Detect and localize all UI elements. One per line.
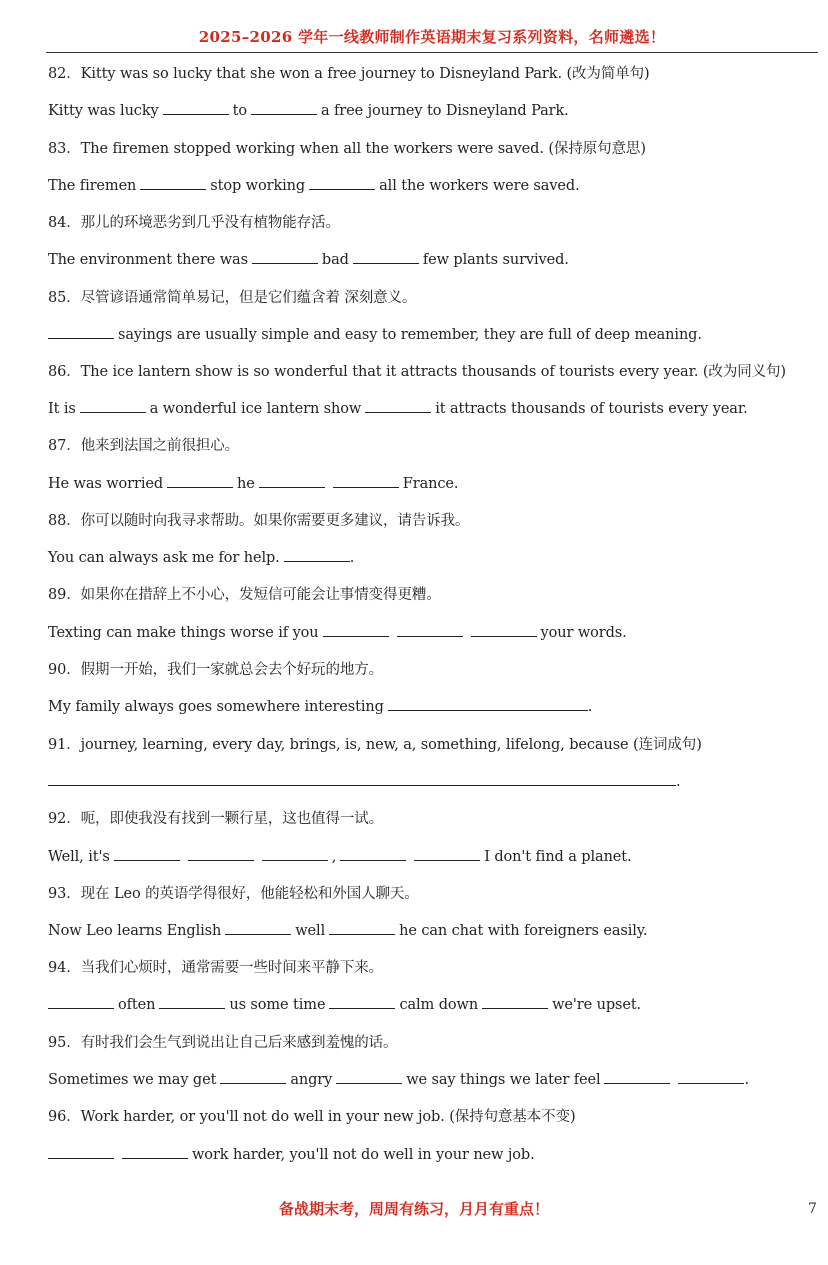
answer-blank[interactable]	[163, 100, 229, 115]
question-89-prompt: 89．如果你在措辞上不小心，发短信可能会让事情变得更糟。	[48, 587, 441, 603]
question-91-prompt: 91．journey, learning, every day, brings, is, new, a, something, lifelong, because (连词成句)	[48, 737, 702, 753]
answer-blank[interactable]	[225, 920, 291, 935]
question-84-prompt: 84．那儿的环境恶劣到几乎没有植物能存活。	[48, 215, 340, 231]
question-90-prompt: 90．假期一开始，我们一家就总会去个好玩的地方。	[48, 662, 384, 678]
answer-blank[interactable]	[159, 994, 225, 1009]
question-89-answer: Texting can make things worse if you your words.	[48, 622, 627, 644]
answer-blank[interactable]	[604, 1069, 670, 1084]
answer-blank[interactable]	[48, 324, 114, 339]
page-footer: 备战期末考，周周有练习，月月有重点！	[278, 1200, 549, 1218]
answer-blank[interactable]	[48, 1144, 114, 1159]
question-86-answer: It is a wonderful ice lantern show it attracts thousands of tourists every year.	[48, 398, 748, 420]
answer-blank[interactable]	[140, 175, 206, 190]
question-88-prompt: 88．你可以随时向我寻求帮助。如果你需要更多建议，请告诉我。	[48, 513, 470, 529]
answer-blank[interactable]	[262, 846, 328, 861]
answer-blank[interactable]	[167, 473, 233, 488]
answer-blank[interactable]	[252, 249, 318, 264]
question-87-prompt: 87．他来到法国之前很担心。	[48, 438, 240, 454]
answer-blank[interactable]	[340, 846, 406, 861]
question-95-answer: Sometimes we may get angry we say things we later feel .	[48, 1069, 749, 1091]
question-84-answer: The environment there was bad few plants survived.	[48, 249, 569, 271]
answer-blank[interactable]	[188, 846, 254, 861]
answer-blank[interactable]	[48, 994, 114, 1009]
question-92-answer: Well, it's , I don't find a planet.	[48, 846, 632, 868]
answer-blank[interactable]	[482, 994, 548, 1009]
answer-blank[interactable]	[114, 846, 180, 861]
answer-line[interactable]	[48, 771, 676, 786]
answer-blank[interactable]	[678, 1069, 744, 1084]
answer-blank[interactable]	[259, 473, 325, 488]
answer-blank[interactable]	[414, 846, 480, 861]
question-82-answer: Kitty was lucky to a free journey to Disneyland Park.	[48, 100, 569, 122]
question-94-answer: often us some time calm down we're upset.	[48, 994, 641, 1016]
answer-blank[interactable]	[284, 547, 350, 562]
answer-blank[interactable]	[336, 1069, 402, 1084]
question-86-prompt: 86．The ice lantern show is so wonderful that it attracts thousands of tourists every year. (改为同义句)	[48, 364, 786, 380]
answer-blank[interactable]	[309, 175, 375, 190]
question-88-answer: You can always ask me for help. .	[48, 547, 354, 569]
answer-blank[interactable]	[329, 994, 395, 1009]
question-85-prompt: 85．尽管谚语通常简单易记，但是它们蕴含着 深刻意义。	[48, 290, 417, 306]
question-94-prompt: 94．当我们心烦时，通常需要一些时间来平静下来。	[48, 960, 384, 976]
answer-blank[interactable]	[365, 398, 431, 413]
question-91-answer: .	[48, 771, 681, 793]
question-93-answer: Now Leo learns English well he can chat with foreigners easily.	[48, 920, 647, 942]
question-85-answer: sayings are usually simple and easy to remember, they are full of deep meaning.	[48, 324, 702, 346]
answer-blank[interactable]	[471, 622, 537, 637]
answer-blank[interactable]	[220, 1069, 286, 1084]
question-92-prompt: 92．呃，即使我没有找到一颗行星，这也值得一试。	[48, 811, 384, 827]
answer-blank[interactable]	[333, 473, 399, 488]
answer-blank[interactable]	[397, 622, 463, 637]
question-95-prompt: 95．有时我们会生气到说出让自己后来感到羞愧的话。	[48, 1035, 398, 1051]
question-87-answer: He was worried he France.	[48, 473, 458, 495]
answer-blank[interactable]	[329, 920, 395, 935]
question-93-prompt: 93．现在 Leo 的英语学得很好，他能轻松和外国人聊天。	[48, 886, 419, 902]
answer-blank[interactable]	[122, 1144, 188, 1159]
question-83-prompt: 83．The firemen stopped working when all the workers were saved. (保持原句意思)	[48, 141, 646, 157]
question-90-answer: My family always goes somewhere interesting .	[48, 696, 592, 718]
answer-blank[interactable]	[388, 696, 588, 711]
page-header: 2025–2026 学年一线教师制作英语期末复习系列资料，名师遴选！	[46, 24, 818, 53]
answer-blank[interactable]	[80, 398, 146, 413]
question-83-answer: The firemen stop working all the workers were saved.	[48, 175, 580, 197]
question-96-answer: work harder, you'll not do well in your new job.	[48, 1144, 535, 1166]
answer-blank[interactable]	[251, 100, 317, 115]
question-96-prompt: 96．Work harder, or you'll not do well in your new job. (保持句意基本不变)	[48, 1109, 576, 1125]
page-number: 7	[808, 1201, 817, 1217]
answer-blank[interactable]	[353, 249, 419, 264]
answer-blank[interactable]	[323, 622, 389, 637]
question-82-prompt: 82．Kitty was so lucky that she won a free journey to Disneyland Park. (改为简单句)	[48, 66, 650, 82]
